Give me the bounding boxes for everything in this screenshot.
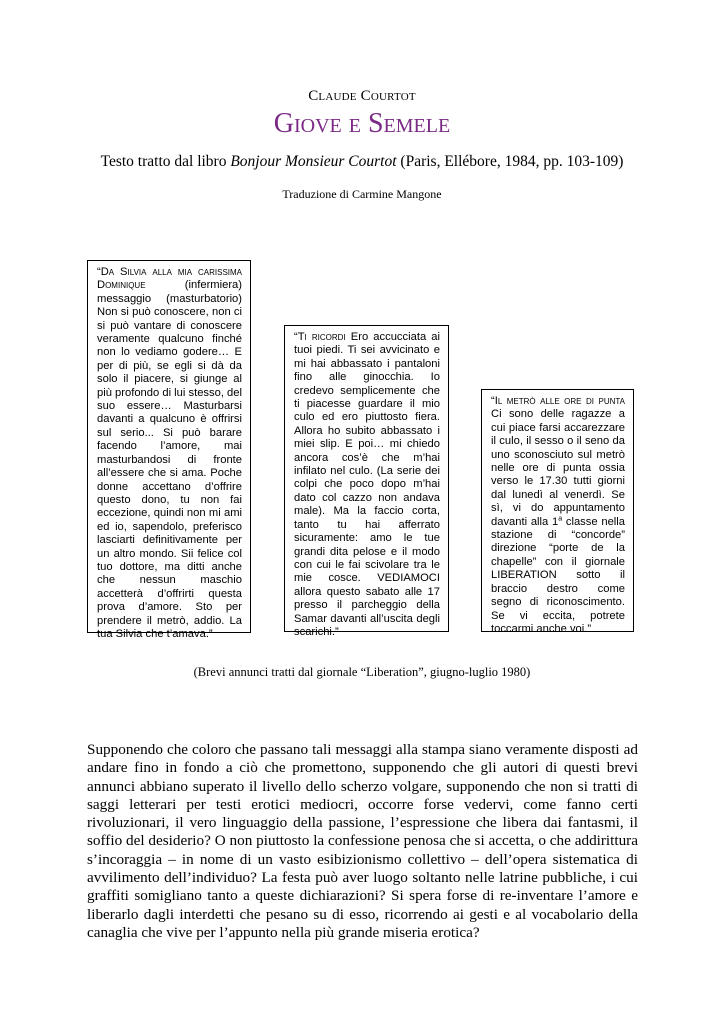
ad-3-text-after: classe nella stazione di “concorde” direzione “porte de la chapelle” con il giornale LIBERATION sotto il braccio destro come segno di riconoscimento. Se vi eccita, potrete toccarmi anche voi.” bbox=[491, 515, 625, 635]
author-name: Claude Courtot bbox=[308, 88, 416, 104]
classified-ad-1 bbox=[87, 260, 251, 640]
translator-credit: Traduzione di Carmine Mangone bbox=[282, 187, 442, 201]
ad-1-lead: “Da Silvia alla mia carissima Dominique bbox=[97, 266, 242, 292]
ad-1-text: (infermiera) messaggio (masturbatorio) Non si può conoscere, non ci si può vantare di conoscere veramente qualcuno finché non lo vediamo godere… E per di più, se egli si dà da solo il piacere, si giunge al più profondo di lui stesso, del suo essere… Masturbarsi davanti a qualcuno è offrirsi sul serio... Si può barare facendo l’amore, mai masturbandosi di fronte all’essere che si ama. Poche donne accettano d’offrire questo dono, tu non fai eccezione, quindi non mi ami ed io, sapendolo, preferisco lasciarti definitivamente per un altro mondo. Sii felice col tuo dottore, ma ditti anche che nessun maschio accetterà d’offrirti questa prova d’amore. Sto per prendere il metrò, addio. La tua Silvia che t’amava.” bbox=[97, 279, 242, 640]
subtitle bbox=[0, 153, 724, 171]
body-paragraph: Supponendo che coloro che passano tali messaggi alla stampa siano veramente disposti ad andare fino in fondo a ciò che promettono, supponendo che gli autori di questi brevi annunci abbiano superato il livello dello scherzo volgare, supponendo che non si tratti di saggi letterari per testi erotici mediocri, occorre forse vedervi, come fanno certi rivoluzionari, il vero linguaggio della passione, l’espressione che libera dai fantasmi, il soffio del desiderio? O non piuttosto la confessione penosa che si accetta, o che addirittura s’incoraggia – in nome di un vasto esibizionismo collettivo – dell’opera sistematica di avvilimento dell’individuo? La festa può aver luogo soltanto nelle latrine pubbliche, i cui graffiti somigliano tanto a queste dichiarazioni? Si spera forse di re-inventare l’amore e liberarlo dagli interdetti che pesano su di esso, ricorrendo ai gesti e al vocabolario della canaglia che vive per l’appunto nella più grande miseria erotica? bbox=[87, 741, 638, 941]
ad-3-text-before: Ci sono delle ragazze a cui piace farsi accarezzare il culo, il sesso o il seno da uno sconosciuto sul metrò nelle ore di punta ossia verso le 17.30 tutti giorni dal lunedì al venerdì. Se sì, vi do appuntamento davanti alla 1 bbox=[491, 408, 625, 528]
ad-2-lead: “Ti ricordi bbox=[294, 331, 346, 343]
classified-ad-3 bbox=[481, 389, 634, 635]
ad-3-lead: “Il metrò alle ore di punta bbox=[491, 395, 625, 407]
ad-2-text: Ero accucciata ai tuoi piedi. Ti sei avvicinato e mi hai abbassato i pantaloni fino alle ginocchia. Io credevo semplicemente che ti piacesse guardare il mio culo ed ero piuttosto fiera. Allora ho subito abbassato i miei slip. E poi… mi chiedo ancora cos’è che m’hai infilato nel culo. (La serie dei colpi che poco dopo m’hai dato col cazzo non andava male). Ma la faccio corta, tanto tu hai afferrato sicuramente: amo le tue grandi dita pelose e il modo con cui le fai scivolare tra le mie cosce. VEDIAMOCI allora questo sabato alle 17 presso il parcheggio della Samar davanti all’uscita degli scarichi.” bbox=[294, 331, 440, 638]
subtitle-prefix: Testo tratto dal libro bbox=[100, 153, 231, 170]
subtitle-book-title: Bonjour Monsieur Courtot bbox=[230, 153, 397, 170]
subtitle-suffix: (Paris, Ellébore, 1984, pp. 103-109) bbox=[396, 153, 624, 170]
page-title: Giove e Semele bbox=[273, 108, 451, 139]
ad-3-superscript: a bbox=[558, 514, 563, 522]
ads-caption: (Brevi annunci tratti dal giornale “Liberation”, giugno-luglio 1980) bbox=[193, 665, 531, 679]
classified-ad-2 bbox=[284, 325, 449, 638]
